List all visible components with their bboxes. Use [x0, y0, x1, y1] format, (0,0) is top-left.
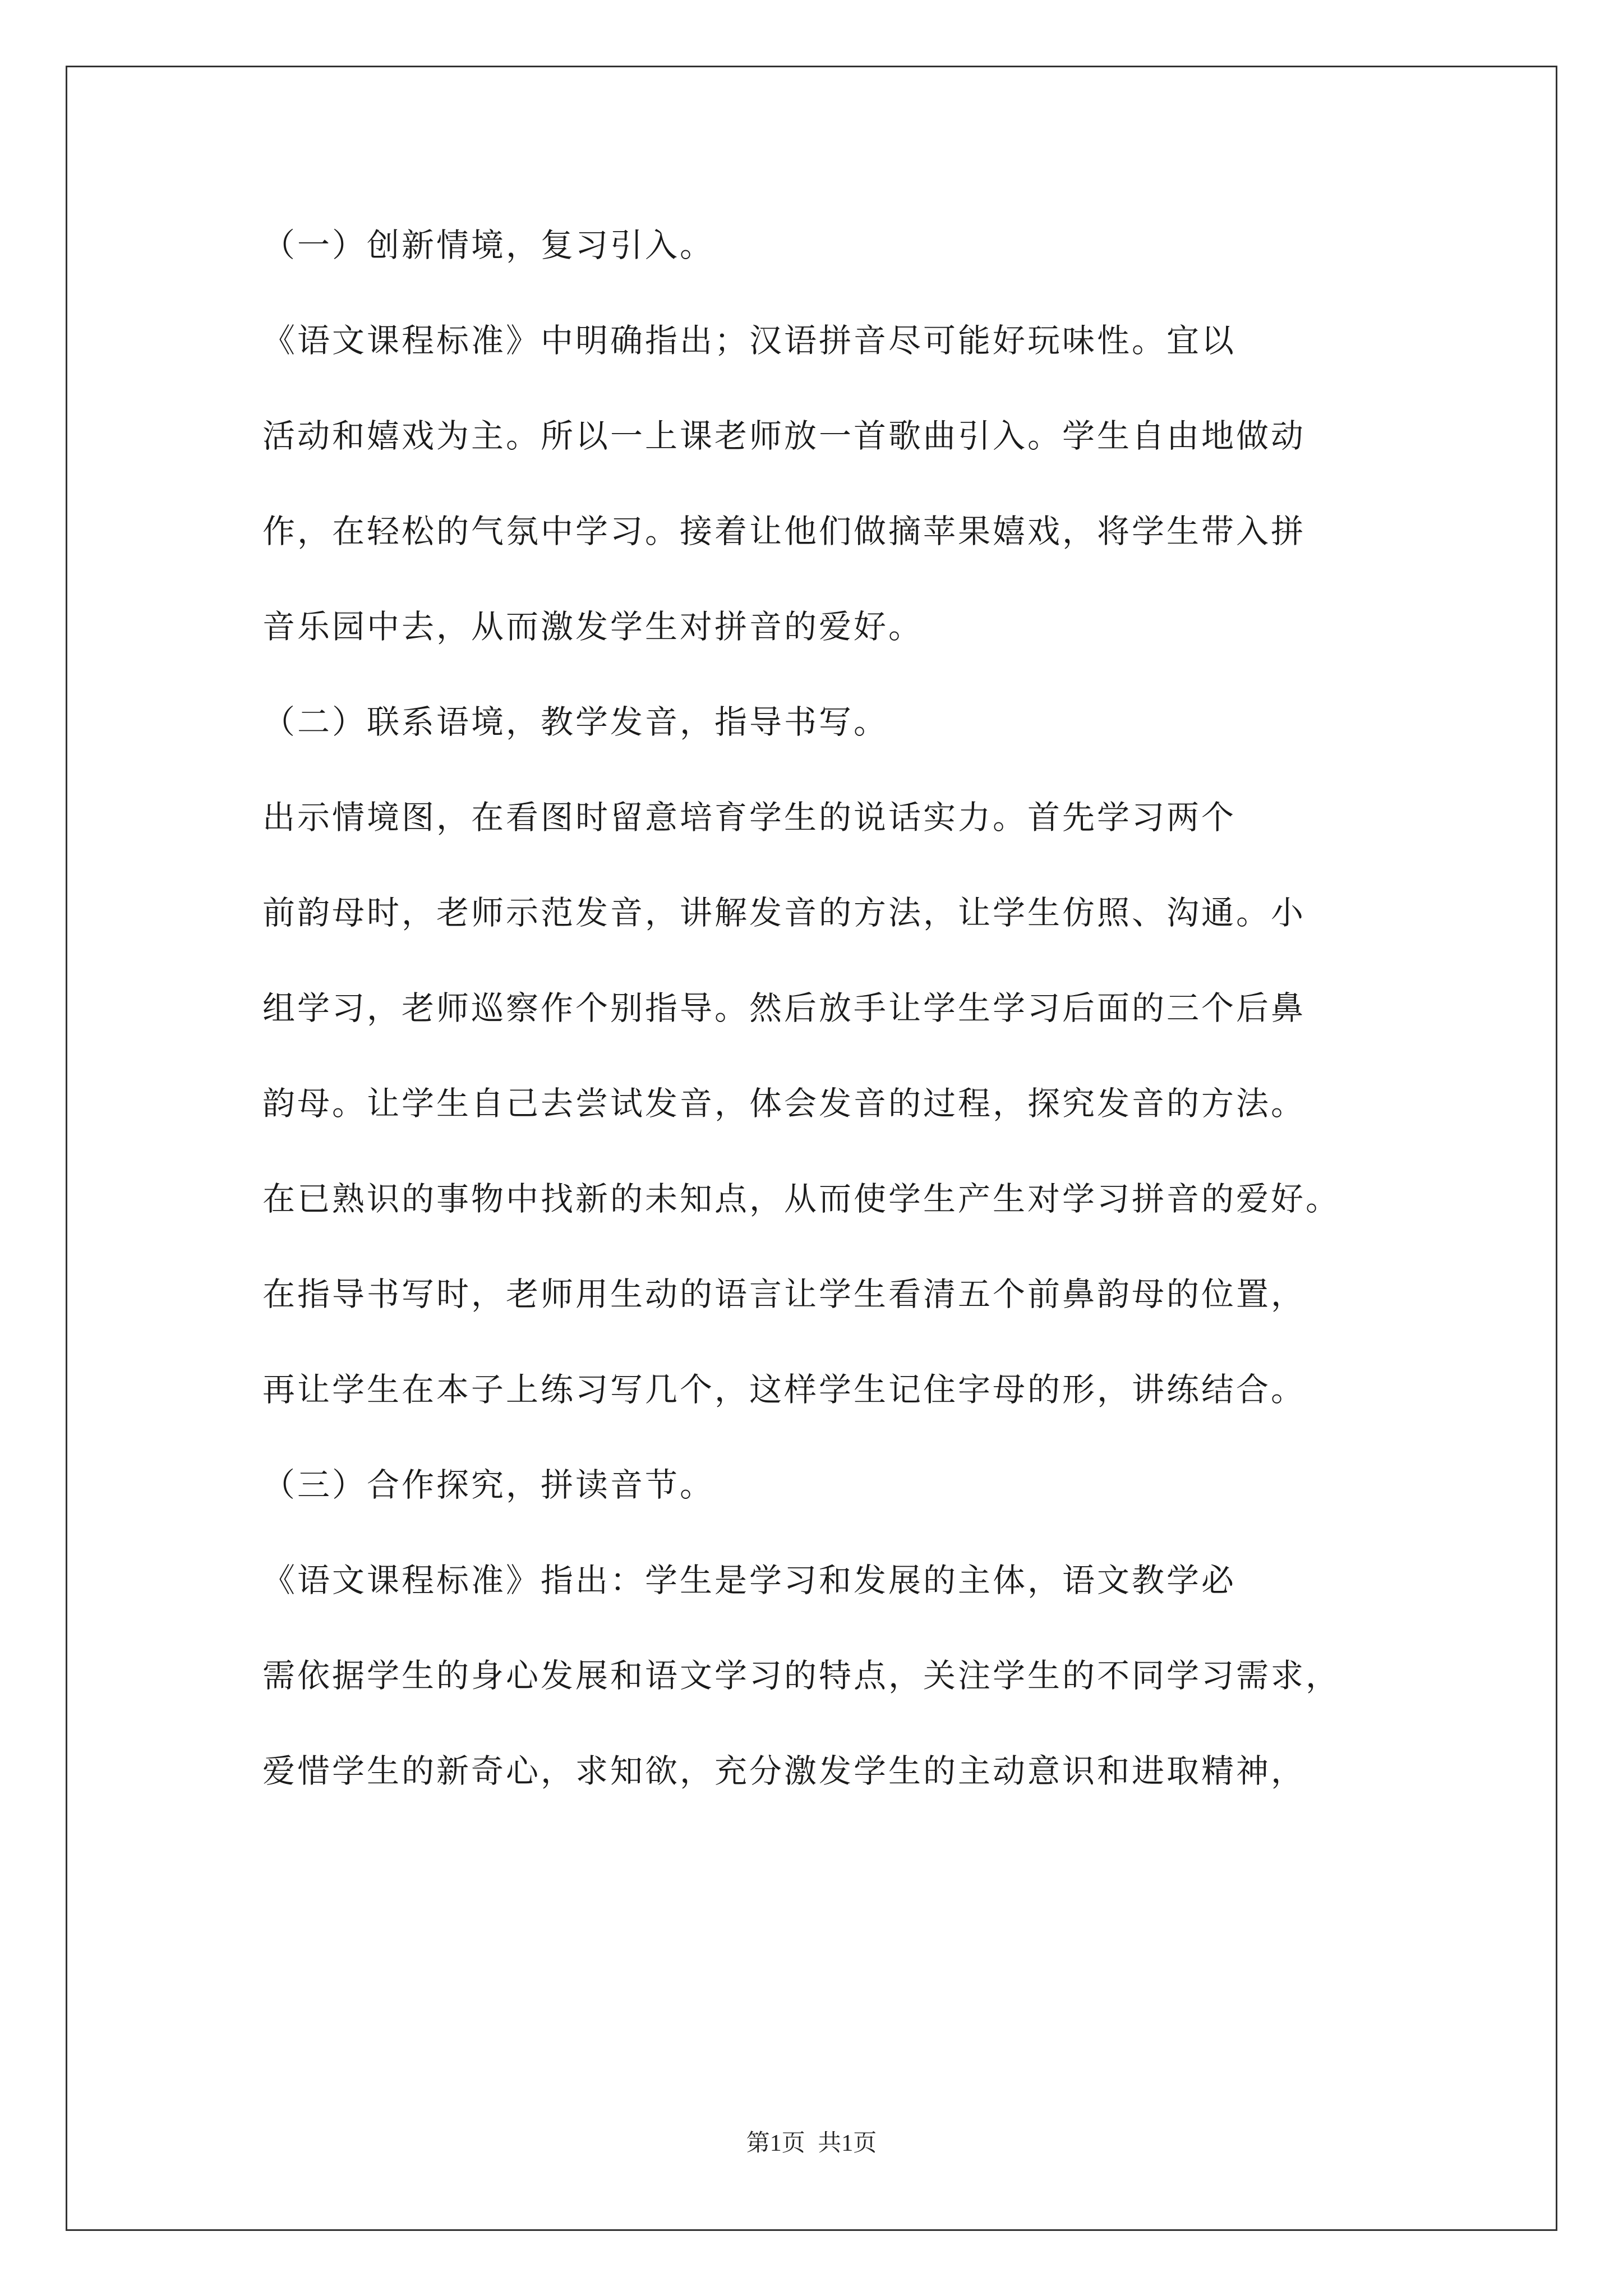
paragraph: [197, 197, 1448, 293]
page-footer: [0, 2124, 1623, 2158]
paragraph: [197, 770, 1448, 1437]
text-line: 需依据学生的身心发展和语文学习的特点，关注学生的不同学习需求，: [262, 1657, 1341, 1695]
text-line: 韵母。让学生自己去尝试发音，体会发音的过程，探究发音的方法。: [262, 1084, 1306, 1122]
paragraph: [197, 1437, 1448, 1533]
text-line: 爱惜学生的新奇心，求知欲，充分激发学生的主动意识和进取精神，: [262, 1752, 1306, 1790]
text-line: 再让学生在本子上练习写几个，这样学生记住字母的形，讲练结合。: [262, 1370, 1306, 1409]
text-line: 作，在轻松的气氛中学习。接着让他们做摘苹果嬉戏，将学生带入拼: [262, 512, 1306, 550]
text-line: （三）合作探究，拼读音节。: [262, 1466, 715, 1504]
text-line: 活动和嬉戏为主。所以一上课老师放一首歌曲引入。学生自由地做动: [262, 417, 1306, 455]
text-line: 《语文课程标准》中明确指出；汉语拼音尽可能好玩味性。宜以: [262, 321, 1237, 360]
paragraph: [197, 1533, 1448, 1819]
text-line: （二）联系语境，教学发音，指导书写。: [262, 703, 889, 741]
text-line: 在已熟识的事物中找新的未知点，从而使学生产生对学习拼音的爱好。: [262, 1180, 1341, 1218]
document-body: [197, 197, 1448, 1819]
text-line: 组学习，老师巡察作个别指导。然后放手让学生学习后面的三个后鼻: [262, 989, 1306, 1027]
page-total: 共1页: [818, 2131, 877, 2156]
text-line: 前韵母时，老师示范发音，讲解发音的方法，让学生仿照、沟通。小: [262, 894, 1306, 932]
text-line: 《语文课程标准》指出：学生是学习和发展的主体，语文教学必: [262, 1561, 1237, 1599]
text-line: 出示情境图，在看图时留意培育学生的说话实力。首先学习两个: [262, 798, 1237, 836]
text-line: （一）创新情境，复习引入。: [262, 226, 715, 264]
text-line: 音乐园中去，从而激发学生对拼音的爱好。: [262, 608, 924, 646]
paragraph: [197, 674, 1448, 770]
page-number: 第1页: [746, 2131, 805, 2156]
paragraph: [197, 293, 1448, 674]
text-line: 在指导书写时，老师用生动的语言让学生看清五个前鼻韵母的位置，: [262, 1275, 1306, 1313]
